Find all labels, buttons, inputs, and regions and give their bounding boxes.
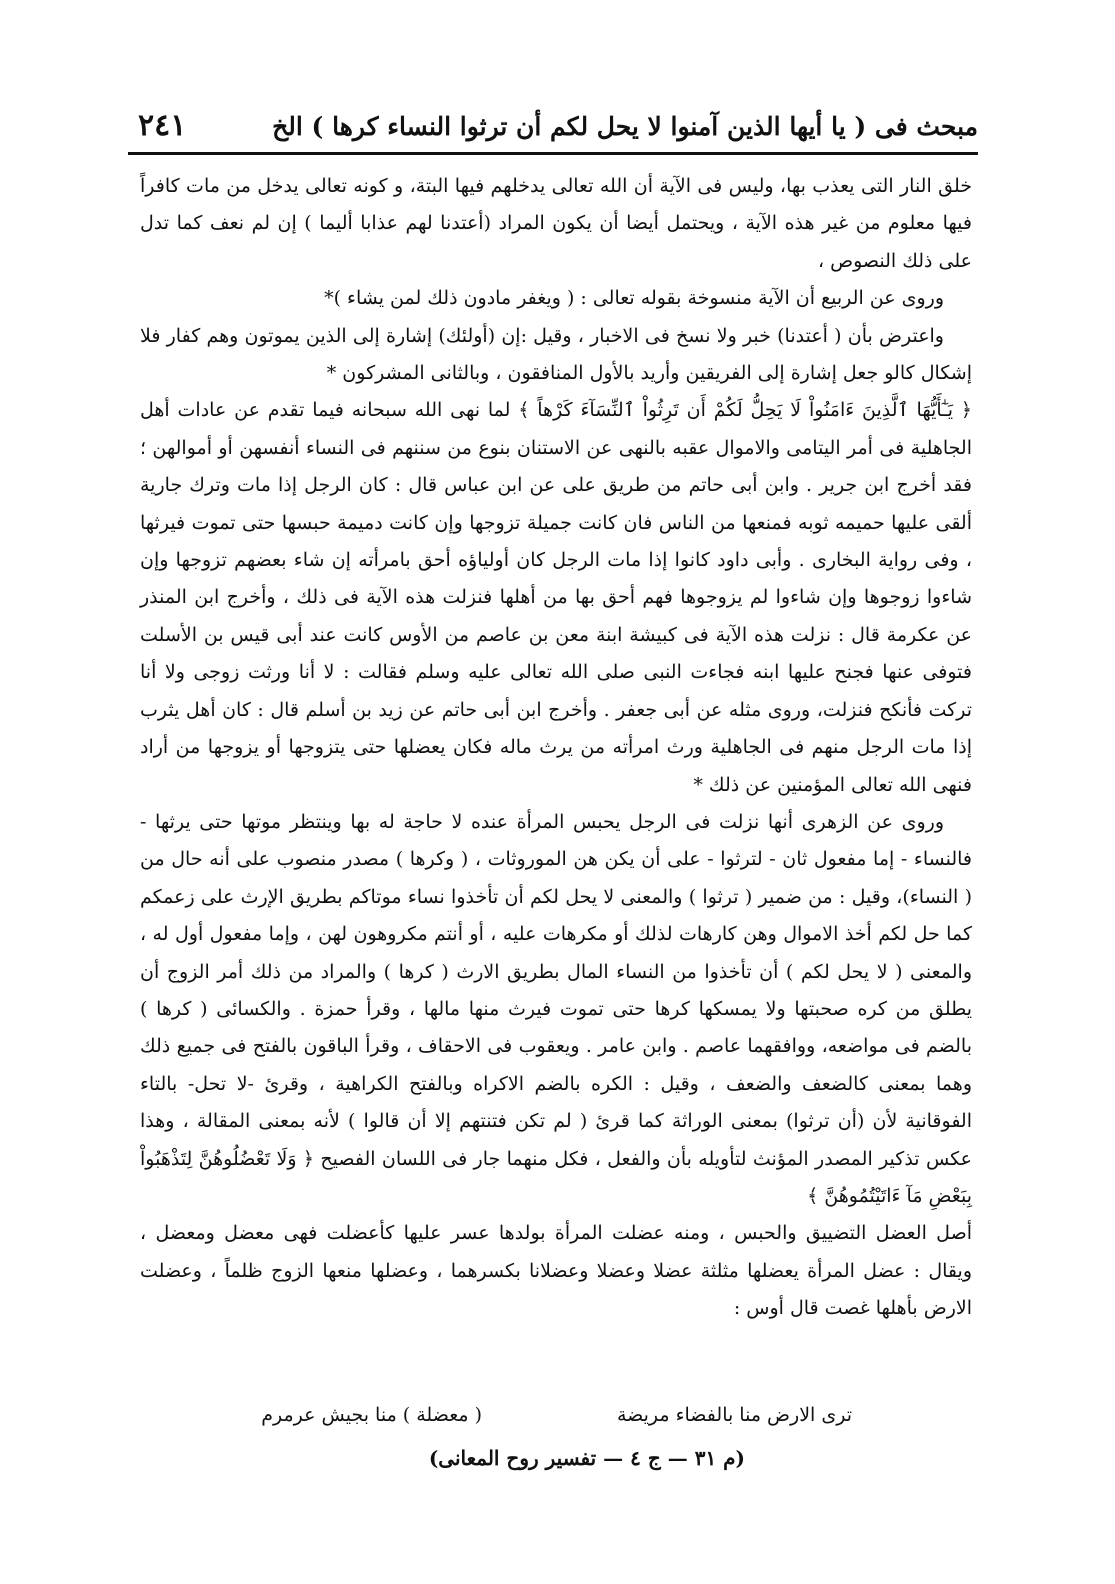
main-text [140,168,972,1328]
running-title: مبحث فى ( يا أيها الذين آمنوا لا يحل لكم أن ترثوا النساء كرها ) الخ [272,112,978,141]
paragraph: أصل العضل التضييق والحبس ، ومنه عضلت المرأة بولدها عسر عليها كأعضلت فهى معضل ومعضل ، ويقال : عضل المرأة يعضلها مثلثة عضلا وعضلا وعضلانا بكسرهما ، وعضلها منعها الزوج ظلماً ، وعضلت الارض بأهلها غصت قال أوس : [140,1222,972,1320]
paragraph: واعترض بأن ( أعتدنا) خبر ولا نسخ فى الاخبار ، وقيل :إن (أولئك) إشارة إلى الذين يموتون وهم كفار فلا إشكال كالو جعل إشارة إلى الفريقين وأريد بالأول المنافقون ، وبالثانى المشركون * [140,324,972,385]
page-number: ٢٤١ [138,108,187,143]
running-header [128,108,978,158]
poetry-verse [140,1400,972,1436]
signature-mark: (م ٣١ — ج ٤ — تفسير روح المعانى) [428,1446,745,1470]
header-divider [128,152,978,155]
paragraph: وروى عن الربيع أن الآية منسوخة بقوله تعالى : ( ويغفر مادون ذلك لمن يشاء )* [324,287,944,310]
verse-first-hemistich: ترى الارض منا بالفضاء مريضة [616,1404,852,1426]
paragraph: ﴿ يَـٰٓأَيُّهَا ٱلَّذِينَ ءَامَنُواْ لَا يَحِلُّ لَكُمْ أَن تَرِثُواْ ٱلنِّسَآءَ كَرْهاً ﴾ لما نهى الله سبحانه فيما تقدم عن عادات أهل الجاهلية فى أمر اليتامى والاموال عقبه بالنهى عن الاستنان بنوع من سننهم فى النساء أنفسهن أو أموالهن ؛ فقد أخرج ابن جرير . وابن أبى حاتم من طريق على عن ابن عباس قال : كان الرجل إذا مات وترك جارية ألقى عليها حميمه ثوبه فمنعها من الناس فان كانت جميلة تزوجها وإن كانت دميمة حبسها حتى تموت فيرثها ، وفى رواية البخارى . وأبى داود كانوا إذا مات الرجل كان أولياؤه أحق بامرأته إن شاء بعضهم تزوجها وإن شاءوا زوجوها وإن شاءوا لم يزوجوها فهم أحق بها من أهلها فنزلت هذه الآية فى ذلك ، وأخرج ابن المنذر عن عكرمة قال : نزلت هذه الآية فى كبيشة ابنة معن بن عاصم من الأوس كانت عند أبى قيس بن الأسلت فتوفى عنها فجنح عليها ابنه فجاءت النبى صلى الله تعالى عليه وسلم فقالت : لا أنا ورثت زوجى ولا أنا تركت فأنكح فنزلت، وروى مثله عن أبى جعفر . وأخرج ابن أبى حاتم عن زيد بن أسلم قال : كان أهل يثرب إذا مات الرجل منهم فى الجاهلية ورث امرأته من يرث ماله فكان يعضلها حتى يتزوجها أو يزوجها من أراد فنهى الله تعالى المؤمنين عن ذلك * [140,399,972,796]
paragraph: وروى عن الزهرى أنها نزلت فى الرجل يحبس المرأة عنده لا حاجة له بها وينتظر موتها حتى يرثها - فالنساء - إما مفعول ثان - لترثوا - على أن يكن هن الموروثات ، ( وكرها ) مصدر منصوب على أنه حال من ( النساء)، وقيل : من ضمير ( ترثوا ) والمعنى لا يحل لكم أن تأخذوا نساء موتاكم بطريق الإرث على زعمكم كما حل لكم أخذ الاموال وهن كارهات لذلك أو مكرهات عليه ، أو أنتم مكروهون لهن ، وإما مفعول أول له ، والمعنى ( لا يحل لكم ) أن تأخذوا من النساء المال بطريق الارث ( كرها ) والمراد من ذلك أمر الزوج أن يطلق من كره صحبتها ولا يمسكها كرها حتى تموت فيرث منها مالها ، وقرأ حمزة . والكسائى ( كرها ) بالضم فى مواضعه، ووافقهما عاصم . وابن عامر . ويعقوب فى الاحقاف ، وقرأ الباقون بالفتح فى جميع ذلك وهما بمعنى كالضعف والضعف ، وقيل : الكره بالضم الاكراه وبالفتح الكراهية ، وقرئ -لا تحل- بالتاء الفوقانية لأن (أن ترثوا) بمعنى الوراثة كما قرئ ( لم تكن فتنتهم إلا أن قالوا ) لأنه بمعنى المقالة ، وهذا عكس تذكير المصدر المؤنث لتأويله بأن والفعل ، فكل منهما جار فى اللسان الفصيح ﴿ وَلَا تَعْضُلُوهُنَّ لِتَذْهَبُواْ بِبَعْضِ مَآ ءَاتَيْتُمُوهُنَّ ﴾ [140,810,973,1207]
paragraph: خلق النار التى يعذب بها، وليس فى الآية أن الله تعالى يدخلهم فيها البتة، و كونه تعالى يدخل من مات كافراً فيها معلوم من غير هذه الآية ، ويحتمل أيضا أن يكون المراد (أعتدنا لهم عذابا أليما ) إن لم نعف كما تدل على ذلك النصوص ، [140,175,972,272]
verse-second-hemistich: ( معضلة ) منا بجيش عرمرم [261,1404,482,1426]
